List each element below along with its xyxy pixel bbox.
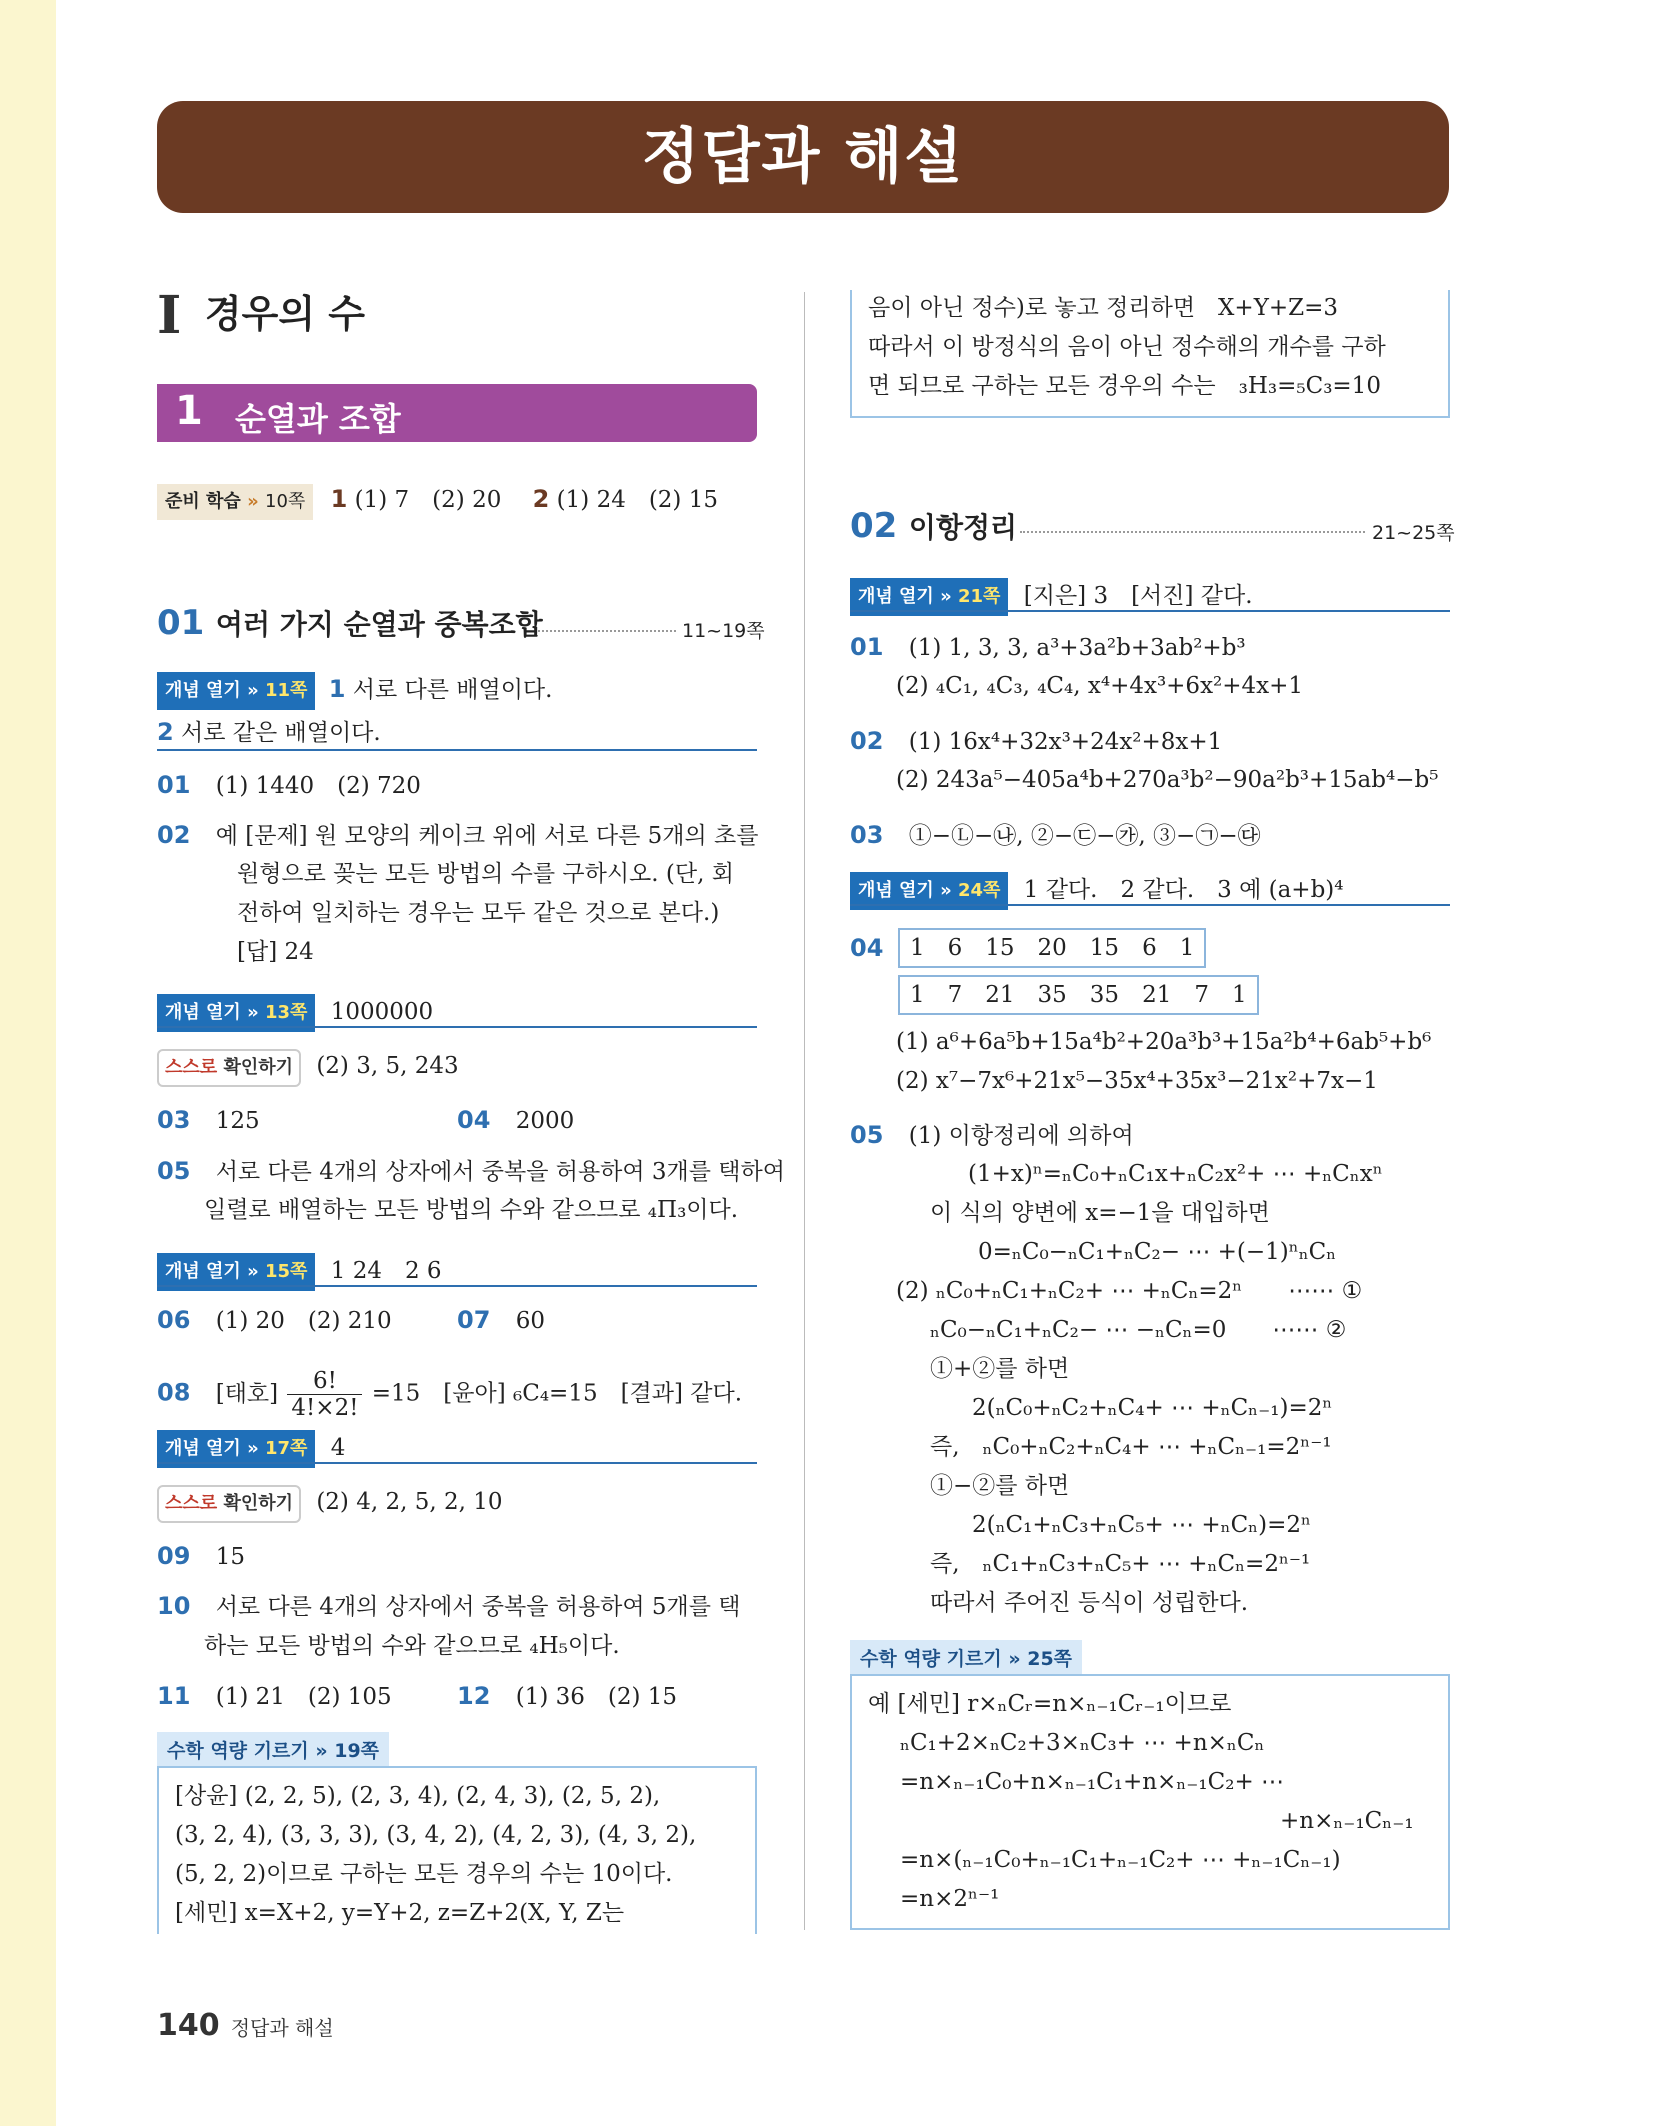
r05-l4: 0=ₙC₀−ₙC₁+ₙC₂− ⋯ +(−1)ⁿₙCₙ [978,1239,1337,1265]
q07: 07 60 [457,1306,545,1334]
r05-l5: (2) ₙC₀+ₙC₁+ₙC₂+ ⋯ +ₙCₙ=2ⁿ ⋯⋯ ① [896,1278,1363,1304]
open15-line: 개념 열기 » 15쪽 1 24 2 6 [157,1253,442,1291]
page-number: 140 [157,2008,220,2043]
r01-l1: 01 (1) 1, 3, 3, a³+3a²b+3ab²+b³ [850,633,1246,661]
cont-l1: 음이 아닌 정수)로 놓고 정리하면 X+Y+Z=3 [868,295,1339,321]
q10-l2: 하는 모든 방법의 수와 같으므로 ₄H₅이다. [204,1633,620,1659]
q08: 08 [태호] $\frac{6!}{4!\times 2!}$ =15 [윤아] ₆C₄=15 [결과] 같다. [157,1368,743,1421]
r05-l6: ₙC₀−ₙC₁+ₙC₂− ⋯ −ₙCₙ=0 ⋯⋯ ② [930,1317,1347,1343]
concept-tag: 개념 열기 » 17쪽 [157,1430,315,1468]
self-check-1: 스스로 확인하기 (2) 3, 5, 243 [157,1049,459,1087]
r05-l3: 이 식의 양변에 x=−1을 대입하면 [930,1200,1270,1226]
section-02-leader [1020,531,1365,533]
r05-l11: 2(ₙC₁+ₙC₃+ₙC₅+ ⋯ +ₙCₙ)=2ⁿ [972,1512,1311,1538]
section-02-heading: 02 이항정리 [850,506,1018,546]
fraction: $\frac{6!}{4!\times 2!}$ [287,1368,362,1421]
prep-tag: 준비 학습 » 10쪽 [157,484,313,520]
r04-l1: (1) a⁶+6a⁵b+15a⁴b²+20a³b³+15a²b⁴+6ab⁵+b⁶ [896,1029,1432,1055]
skill19-tab: 수학 역량 기르기 » 19쪽 [157,1732,389,1767]
skill19-l1: [상윤] (2, 2, 5), (2, 3, 4), (2, 4, 3), (2, 5, 2), [175,1783,661,1809]
open17-line: 개념 열기 » 17쪽 4 [157,1430,345,1468]
page-edge-strip [0,0,56,2126]
page-footer [157,2008,334,2043]
page-banner: 정답과 해설 [157,101,1449,213]
section-01-leader [538,630,676,632]
r01-l2: (2) ₄C₁, ₄C₃, ₄C₄, x⁴+4x³+6x²+4x+1 [896,673,1304,699]
open11-line2: 2 서로 같은 배열이다. [157,718,381,746]
q10-l1: 10 서로 다른 4개의 상자에서 중복을 허용하여 5개를 택 [157,1592,741,1620]
section-01-pages: 11~19쪽 [682,620,765,642]
cont-l3: 면 되므로 구하는 모든 경우의 수는 ₃H₃=₅C₃=10 [868,373,1381,399]
r04-l2: (2) x⁷−7x⁶+21x⁵−35x⁴+35x³−21x²+7x−1 [896,1068,1378,1094]
q12: 12 (1) 36 (2) 15 [457,1682,678,1710]
q06: 06 (1) 20 (2) 210 [157,1306,392,1334]
open24-line: 개념 열기 » 24쪽 1 같다. 2 같다. 3 예 (a+b)⁴ [850,872,1343,910]
r05-l1: 05 (1) 이항정리에 의하여 [850,1121,1134,1149]
skill25-l1: 예 [세민] r×ₙCᵣ=n×ₙ₋₁Cᵣ₋₁이므로 [868,1691,1232,1717]
cont-l2: 따라서 이 방정식의 음이 아닌 정수해의 개수를 구하 [868,334,1386,360]
skill19-l3: (5, 2, 2)이므로 구하는 모든 경우의 수는 10이다. [175,1861,673,1887]
skill25-tab: 수학 역량 기르기 » 25쪽 [850,1640,1082,1675]
skill19-l4: [세민] x=X+2, y=Y+2, z=Z+2(X, Y, Z는 [175,1900,625,1926]
r04-num: 04 [850,934,884,962]
q02-l3: 전하여 일치하는 경우는 모두 같은 것으로 본다.) [237,900,720,926]
skill19-l2: (3, 2, 4), (3, 3, 3), (3, 4, 2), (4, 2, 3), (4, 3, 2), [175,1822,697,1848]
open15-underline [157,1285,757,1287]
concept-tag: 개념 열기 » 11쪽 [157,672,315,710]
unit-number: 1 [175,388,203,434]
skill25-l3: =n×ₙ₋₁C₀+n×ₙ₋₁C₁+n×ₙ₋₁C₂+ ⋯ [900,1769,1285,1795]
self-check-tag: 스스로 확인하기 [157,1049,301,1087]
q11: 11 (1) 21 (2) 105 [157,1682,392,1710]
self-check-2: 스스로 확인하기 (2) 4, 2, 5, 2, 10 [157,1485,503,1523]
skill25-l2: ₙC₁+2×ₙC₂+3×ₙC₃+ ⋯ +n×ₙCₙ [900,1730,1265,1756]
r05-l12: 즉, ₙC₁+ₙC₃+ₙC₅+ ⋯ +ₙCₙ=2ⁿ⁻¹ [930,1551,1311,1577]
pascal-row-6: 1 6 15 20 15 6 1 [898,928,1206,968]
open21-line: 개념 열기 » 21쪽 [지은] 3 [서진] 같다. [850,578,1253,616]
self-check-tag: 스스로 확인하기 [157,1485,301,1523]
open24-underline [850,904,1450,906]
q02-l2: 원형으로 꽂는 모든 방법의 수를 구하시오. (단, 회 [237,861,734,887]
q02-l4: [답] 24 [237,939,314,965]
chapter-roman: I [157,285,182,346]
concept-tag: 개념 열기 » 21쪽 [850,578,1008,616]
skill25-l4: +n×ₙ₋₁Cₙ₋₁ [1280,1808,1414,1834]
pascal-row-7: 1 7 21 35 35 21 7 1 [898,975,1259,1015]
r03: 03 ①−Ⓛ−㉯, ②−㉢−㉮, ③−㉠−㉰ [850,821,1261,849]
open13-line: 개념 열기 » 13쪽 1000000 [157,994,433,1032]
prep-line: 준비 학습 » 10쪽 1 (1) 7 (2) 20 2 (1) 24 (2) 15 [157,483,718,520]
concept-tag: 개념 열기 » 13쪽 [157,994,315,1032]
section-01-heading: 01 여러 가지 순열과 중복조합 [157,603,543,643]
open17-underline [157,1462,757,1464]
chapter-title: 경우의 수 [204,292,365,336]
q04: 04 2000 [457,1106,575,1134]
skill25-l6: =n×2ⁿ⁻¹ [900,1886,1000,1912]
open11-line: 개념 열기 » 11쪽 1 서로 다른 배열이다. [157,672,552,710]
r05-l8: 2(ₙC₀+ₙC₂+ₙC₄+ ⋯ +ₙCₙ₋₁)=2ⁿ [972,1395,1333,1421]
chapter-heading [157,285,365,346]
concept-tag: 개념 열기 » 15쪽 [157,1253,315,1291]
section-02-pages: 21~25쪽 [1372,522,1455,544]
r02-l2: (2) 243a⁵−405a⁴b+270a³b²−90a²b³+15ab⁴−b⁵ [896,767,1439,793]
open13-underline [157,1026,757,1028]
r05-l9: 즉, ₙC₀+ₙC₂+ₙC₄+ ⋯ +ₙCₙ₋₁=2ⁿ⁻¹ [930,1434,1332,1460]
r05-l2: (1+x)ⁿ=ₙC₀+ₙC₁x+ₙC₂x²+ ⋯ +ₙCₙxⁿ [968,1161,1383,1187]
column-divider [804,292,805,1930]
open21-underline [850,610,1450,612]
q03: 03 125 [157,1106,260,1134]
open11-underline [157,749,757,751]
q02-l1: 02 예 [문제] 원 모양의 케이크 위에 서로 다른 5개의 초를 [157,821,759,849]
q01: 01 (1) 1440 (2) 720 [157,771,421,799]
concept-tag: 개념 열기 » 24쪽 [850,872,1008,910]
unit-title: 순열과 조합 [235,400,401,438]
skill25-l5: =n×(ₙ₋₁C₀+ₙ₋₁C₁+ₙ₋₁C₂+ ⋯ +ₙ₋₁Cₙ₋₁) [900,1847,1341,1873]
footer-title: 정답과 해설 [230,2016,334,2040]
q05-l1: 05 서로 다른 4개의 상자에서 중복을 허용하여 3개를 택하여 [157,1157,785,1185]
r05-l10: ①−②를 하면 [930,1473,1070,1499]
q05-l2: 일렬로 배열하는 모든 방법의 수와 같으므로 ₄Π₃이다. [204,1197,739,1223]
q09: 09 15 [157,1542,245,1570]
unit-heading [157,384,757,442]
r02-l1: 02 (1) 16x⁴+32x³+24x²+8x+1 [850,727,1223,755]
r05-l13: 따라서 주어진 등식이 성립한다. [930,1590,1249,1616]
r05-l7: ①+②를 하면 [930,1356,1070,1382]
